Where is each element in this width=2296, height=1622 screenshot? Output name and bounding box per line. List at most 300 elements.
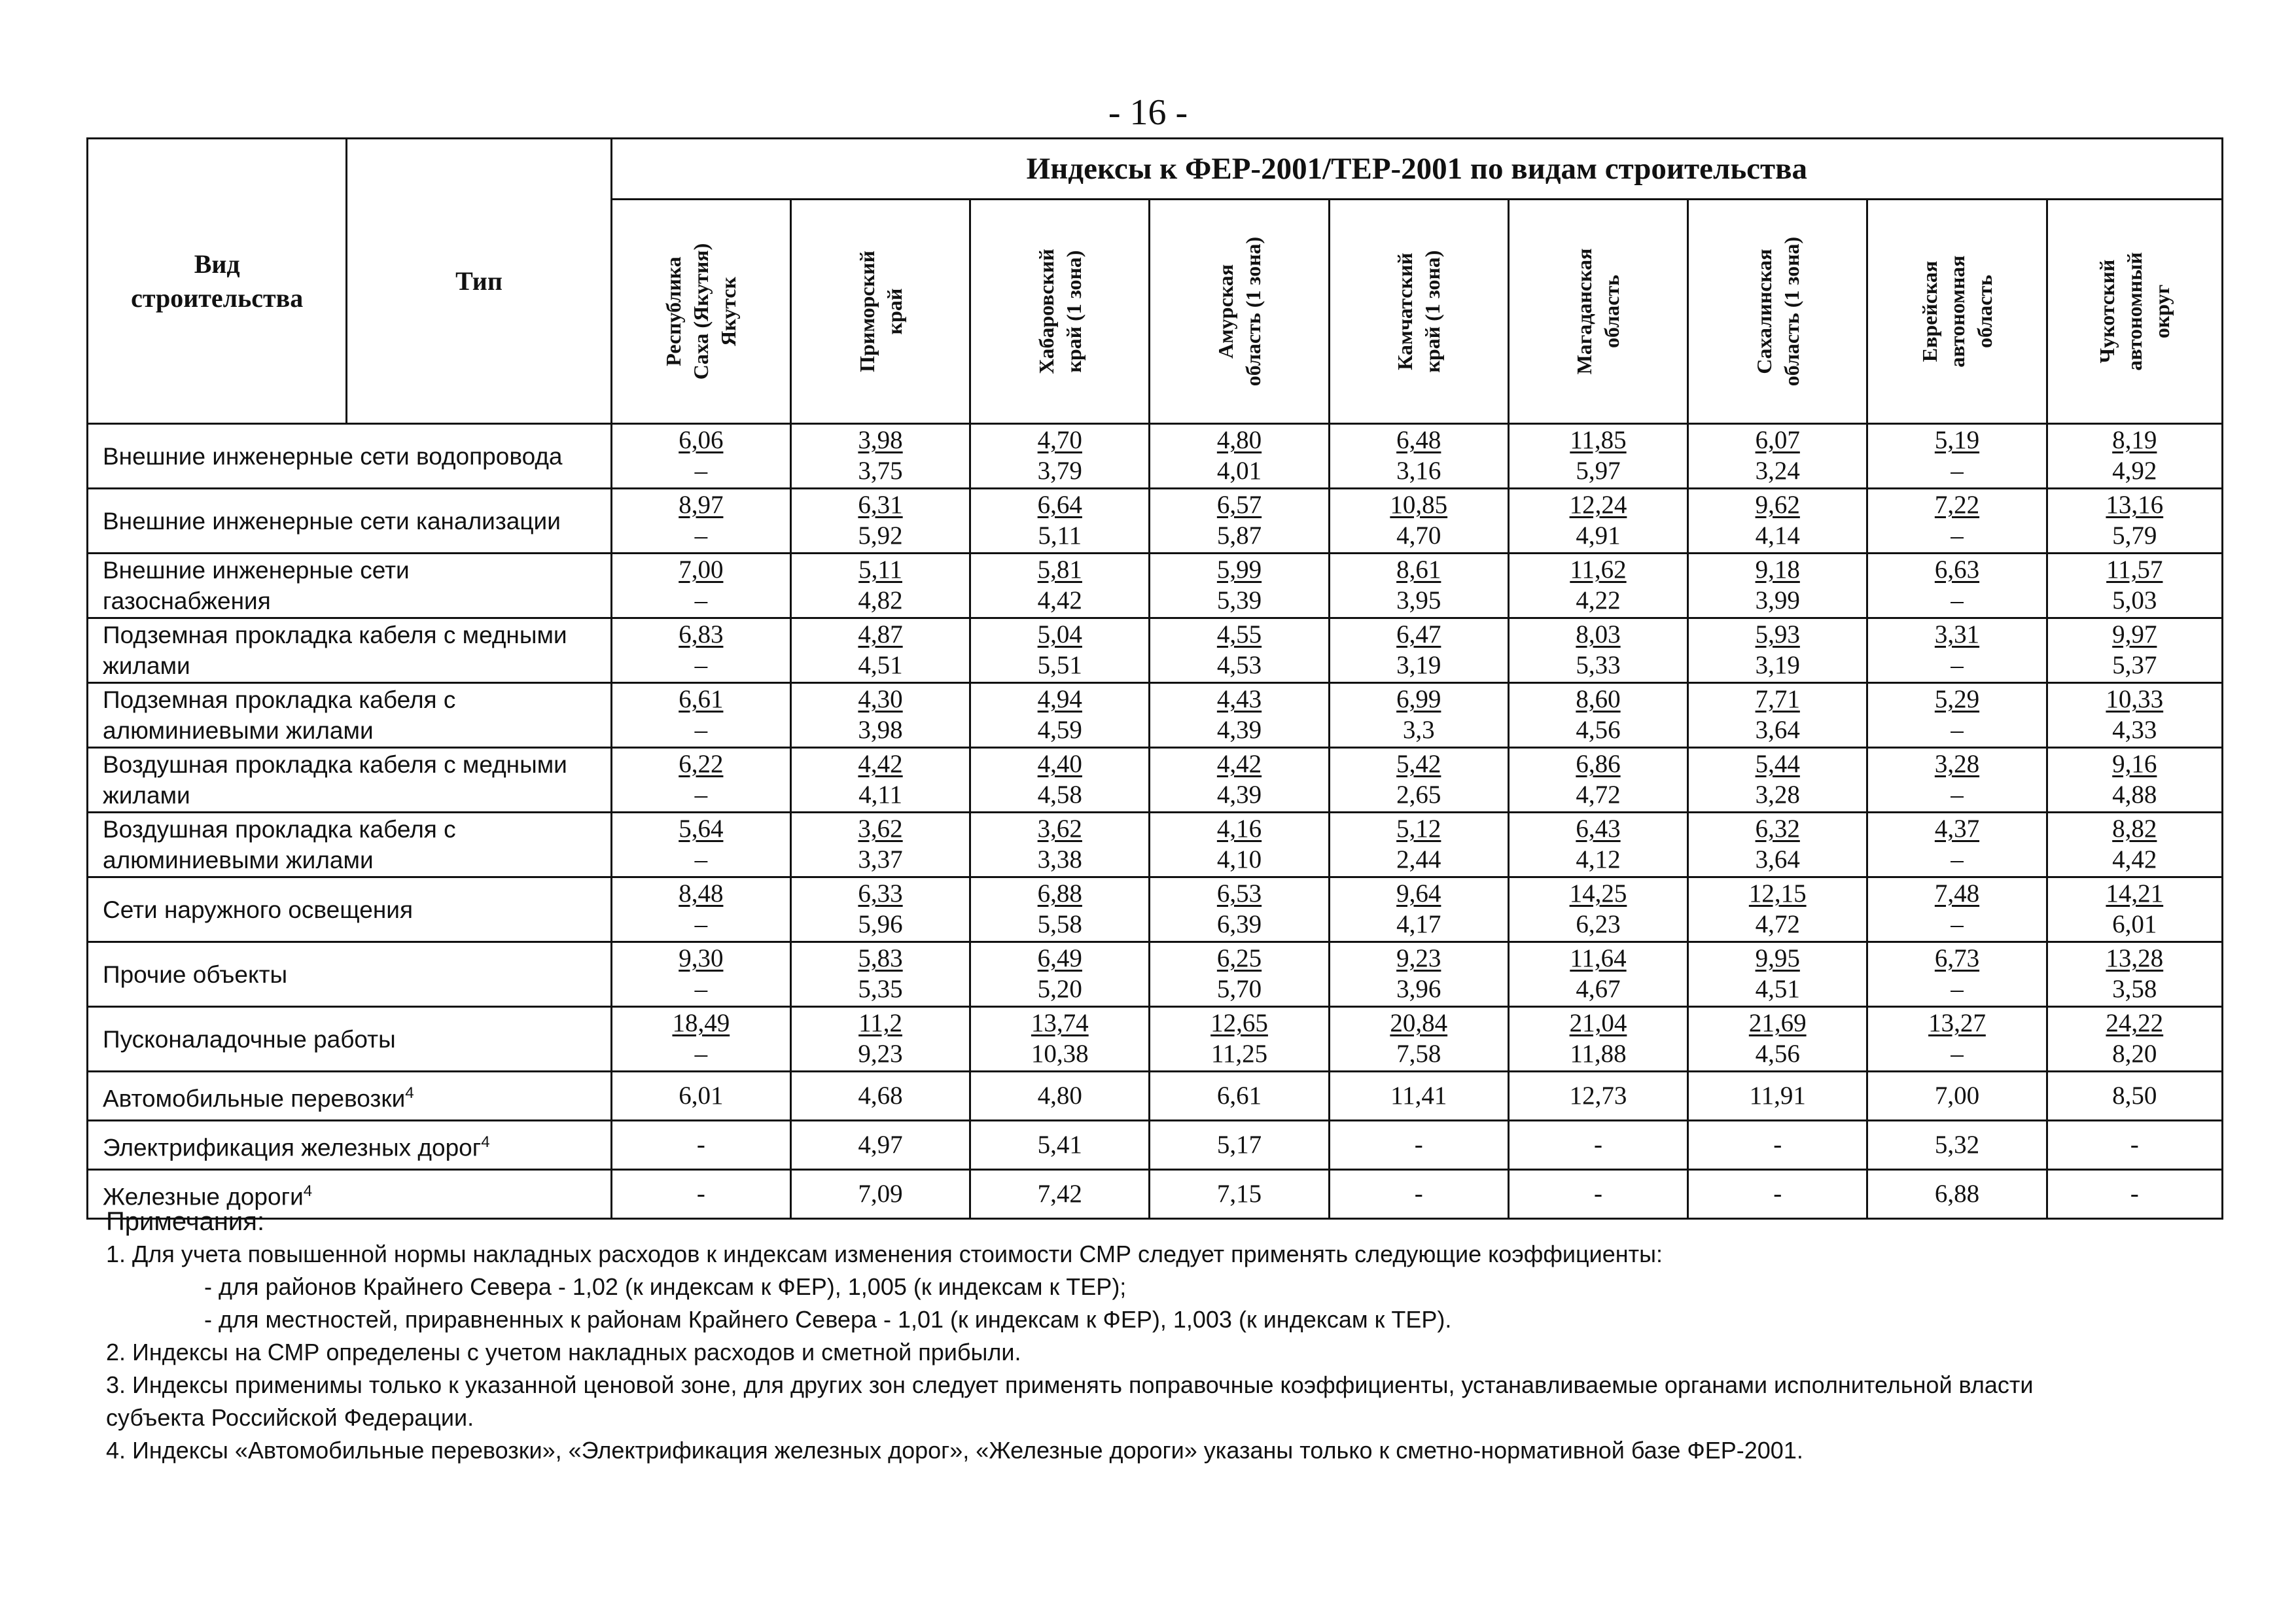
index-cell: - xyxy=(2047,1121,2222,1170)
ter-index: – xyxy=(1951,521,1964,550)
fer-index: 14,25 xyxy=(1569,879,1627,908)
row-label xyxy=(88,424,612,489)
index-cell xyxy=(611,877,790,942)
fer-index: 21,69 xyxy=(1748,1009,1807,1037)
ter-index: 4,58 xyxy=(1037,781,1082,809)
ter-index: 4,53 xyxy=(1216,651,1262,679)
table-row xyxy=(88,424,2223,489)
region-header-line: Еврейская xyxy=(1917,260,1941,362)
fer-index: 6,86 xyxy=(1576,750,1621,778)
index-cell: 5,17 xyxy=(1150,1121,1329,1170)
region-header-label xyxy=(1750,207,1805,416)
ter-index: 3,38 xyxy=(1037,845,1082,873)
ter-index: 2,65 xyxy=(1396,781,1441,809)
index-table xyxy=(86,137,2223,1220)
region-header-line: область (1 зона) xyxy=(1779,236,1803,387)
fer-index: 11,2 xyxy=(858,1009,902,1037)
region-header-6 xyxy=(1508,200,1687,424)
ter-index: 2,44 xyxy=(1396,845,1441,873)
row-label-line: Подземная прокладка кабеля с xyxy=(103,686,456,713)
index-cell xyxy=(970,683,1150,748)
row-label xyxy=(88,554,612,618)
index-cell: 5,32 xyxy=(1867,1121,2047,1170)
region-header-4 xyxy=(1150,200,1329,424)
index-cell xyxy=(1508,554,1687,618)
index-cell xyxy=(970,813,1150,877)
region-header-line: край xyxy=(882,288,906,335)
fer-index: 5,19 xyxy=(1934,426,1980,454)
index-cell: - xyxy=(1329,1170,1508,1219)
ter-index: 11,88 xyxy=(1570,1040,1627,1068)
fer-index: 6,63 xyxy=(1934,555,1980,584)
table-row xyxy=(88,877,2223,942)
ter-index: 5,97 xyxy=(1576,457,1621,485)
index-cell xyxy=(970,424,1150,489)
fer-index: 13,16 xyxy=(2106,491,2164,519)
index-cell xyxy=(2047,683,2222,748)
region-header-line: Магаданская xyxy=(1572,248,1597,375)
fer-index: 6,43 xyxy=(1576,815,1621,843)
ter-index: 4,17 xyxy=(1396,910,1441,938)
note-3-line1: 3. Индексы применимы только к указанной ценовой зоне, для других зон следует применять поправочные коэффициенты, устанавливаемые органами исполнительной власти xyxy=(106,1371,2034,1398)
index-cell xyxy=(1867,554,2047,618)
region-header-9 xyxy=(2047,200,2222,424)
fer-index: 6,06 xyxy=(679,426,724,454)
region-header-line: автономная xyxy=(1945,255,1969,368)
index-cell: - xyxy=(1508,1170,1687,1219)
index-cell xyxy=(1150,942,1329,1007)
index-cell: 7,09 xyxy=(790,1170,970,1219)
fer-index: 21,04 xyxy=(1569,1009,1627,1037)
ter-index: – xyxy=(694,781,708,809)
ter-index: – xyxy=(694,457,708,485)
index-cell xyxy=(1867,618,2047,683)
note-1: 1. Для учета повышенной нормы накладных расходов к индексам изменения стоимости СМР следует применять следующие коэффициенты: xyxy=(106,1241,1663,1267)
notes xyxy=(106,1205,2200,1467)
fer-index: 5,04 xyxy=(1037,620,1082,648)
ter-index: 5,11 xyxy=(1038,521,1082,550)
table-row xyxy=(88,683,2223,748)
fer-index: 5,42 xyxy=(1396,750,1441,778)
row-label-line: Внешние инженерные сети канализации xyxy=(103,507,561,535)
ter-index: 5,39 xyxy=(1216,586,1262,614)
ter-index: 6,23 xyxy=(1576,910,1621,938)
ter-index: 3,19 xyxy=(1396,651,1441,679)
index-cell xyxy=(1508,489,1687,554)
note-3-line2: субъекта Российской Федерации. xyxy=(106,1404,474,1431)
region-header-line: область xyxy=(1972,275,1996,348)
row-label xyxy=(88,1072,612,1121)
region-header-label xyxy=(660,207,742,416)
fer-index: 4,42 xyxy=(1216,750,1262,778)
fer-index: 5,11 xyxy=(858,555,902,584)
row-label xyxy=(88,618,612,683)
fer-index: 9,62 xyxy=(1755,491,1800,519)
fer-index: 4,16 xyxy=(1216,815,1262,843)
ter-index: 4,56 xyxy=(1576,716,1621,744)
fer-index: 6,47 xyxy=(1396,620,1441,648)
ter-index: 5,37 xyxy=(2112,651,2157,679)
index-cell: - xyxy=(1508,1121,1687,1170)
index-cell xyxy=(1508,877,1687,942)
row-label-line: жилами xyxy=(103,652,190,679)
row-label-text: Электрификация железных дорог xyxy=(103,1134,482,1161)
index-cell xyxy=(611,683,790,748)
ter-index: 3,75 xyxy=(858,457,903,485)
row-label xyxy=(88,1007,612,1072)
region-header-line: край (1 зона) xyxy=(1421,250,1445,373)
index-cell xyxy=(1150,618,1329,683)
index-cell xyxy=(2047,813,2222,877)
ter-index: 4,91 xyxy=(1576,521,1621,550)
region-header-line: автономный xyxy=(2123,252,2147,371)
region-header-line: округ xyxy=(2150,284,2174,339)
fer-index: 6,31 xyxy=(858,491,903,519)
index-cell xyxy=(1329,424,1508,489)
index-cell xyxy=(1508,618,1687,683)
index-cell xyxy=(2047,424,2222,489)
fer-index: 5,29 xyxy=(1934,685,1980,713)
ter-index: 4,56 xyxy=(1755,1040,1800,1068)
index-cell xyxy=(790,748,970,813)
fer-index: 10,33 xyxy=(2106,685,2164,713)
fer-index: 9,16 xyxy=(2112,750,2157,778)
ter-index: 4,88 xyxy=(2112,781,2157,809)
row-label-line: Сети наружного освещения xyxy=(103,896,413,923)
index-cell: - xyxy=(611,1121,790,1170)
index-cell xyxy=(2047,748,2222,813)
fer-index: 13,74 xyxy=(1031,1009,1089,1037)
fer-index: 8,19 xyxy=(2112,426,2157,454)
fer-index: 8,97 xyxy=(679,491,724,519)
index-cell xyxy=(1867,424,2047,489)
index-cell: - xyxy=(2047,1170,2222,1219)
table-row xyxy=(88,489,2223,554)
index-cell xyxy=(1329,683,1508,748)
ter-index: – xyxy=(1951,1040,1964,1068)
column-header-tip: Тип xyxy=(347,139,611,424)
ter-index: 4,39 xyxy=(1216,716,1262,744)
ter-index: 4,51 xyxy=(1755,975,1800,1003)
ter-index: 11,25 xyxy=(1210,1040,1268,1068)
region-header-2 xyxy=(790,200,970,424)
row-label-line: Подземная прокладка кабеля с медными xyxy=(103,622,567,648)
row-label xyxy=(88,489,612,554)
row-label-line: газоснабжения xyxy=(103,588,271,614)
fer-index: 18,49 xyxy=(672,1009,730,1037)
region-header-line: Хабаровский xyxy=(1034,249,1058,374)
column-header-vid-line2: строительства xyxy=(131,283,304,313)
column-header-vid-line1: Вид xyxy=(194,249,240,279)
index-cell xyxy=(970,942,1150,1007)
fer-index: 4,80 xyxy=(1216,426,1262,454)
index-cell xyxy=(1688,942,1867,1007)
region-header-label xyxy=(853,207,908,416)
index-cell: 4,80 xyxy=(970,1072,1150,1121)
index-cell xyxy=(1867,1007,2047,1072)
index-cell xyxy=(1508,813,1687,877)
row-label-line: Воздушная прокладка кабеля с медными xyxy=(103,751,567,778)
ter-index: 4,72 xyxy=(1755,910,1800,938)
index-cell xyxy=(1867,877,2047,942)
ter-index: 6,01 xyxy=(2112,910,2157,938)
fer-index: 7,00 xyxy=(679,555,724,584)
index-cell xyxy=(970,877,1150,942)
ter-index: 9,23 xyxy=(858,1040,903,1068)
row-label-text: Железные дороги xyxy=(103,1183,304,1210)
ter-index: 10,38 xyxy=(1031,1040,1089,1068)
fer-index: 5,64 xyxy=(679,815,724,843)
index-cell xyxy=(1688,683,1867,748)
ter-index: 4,82 xyxy=(858,586,903,614)
index-cell xyxy=(790,554,970,618)
ter-index: 4,67 xyxy=(1576,975,1621,1003)
index-cell xyxy=(1508,424,1687,489)
fer-index: 11,64 xyxy=(1570,944,1627,972)
region-header-line: Амурская xyxy=(1214,264,1238,359)
fer-index: 3,62 xyxy=(1037,815,1082,843)
ter-index: – xyxy=(1951,845,1964,873)
ter-index: – xyxy=(1951,586,1964,614)
ter-index: 5,92 xyxy=(858,521,903,550)
note-1b: - для местностей, приравненных к районам Крайнего Севера - 1,01 (к индексам к ФЕР), 1,003 (к индексам к ТЕР). xyxy=(204,1306,1452,1333)
row-label xyxy=(88,1121,612,1170)
footnote-ref: 4 xyxy=(303,1182,313,1201)
index-cell xyxy=(790,618,970,683)
ter-index: 4,01 xyxy=(1216,457,1262,485)
index-cell: 6,88 xyxy=(1867,1170,2047,1219)
table-row xyxy=(88,813,2223,877)
ter-index: 4,11 xyxy=(858,781,902,809)
row-label-line: алюминиевыми жилами xyxy=(103,847,374,873)
index-cell xyxy=(1688,1007,1867,1072)
note-4: 4. Индексы «Автомобильные перевозки», «Электрификация железных дорог», «Железные дороги» указаны только к сметно-нормативной базе ФЕР-2001. xyxy=(106,1437,1803,1464)
index-cell xyxy=(611,489,790,554)
fer-index: 12,65 xyxy=(1210,1009,1268,1037)
fer-index: 6,07 xyxy=(1755,426,1800,454)
region-header-line: Республика xyxy=(662,256,686,366)
fer-index: 6,25 xyxy=(1216,944,1262,972)
ter-index: 3,95 xyxy=(1396,586,1441,614)
index-cell xyxy=(1688,489,1867,554)
index-cell: 4,97 xyxy=(790,1121,970,1170)
index-cell xyxy=(1329,748,1508,813)
ter-index: 4,92 xyxy=(2112,457,2157,485)
index-cell xyxy=(1688,877,1867,942)
row-label xyxy=(88,813,612,877)
ter-index: 4,51 xyxy=(858,651,903,679)
fer-index: 5,44 xyxy=(1755,750,1800,778)
region-header-line: Саха (Якутия) xyxy=(689,243,713,380)
ter-index: 5,70 xyxy=(1216,975,1262,1003)
fer-index: 3,28 xyxy=(1934,750,1980,778)
fer-index: 9,95 xyxy=(1755,944,1800,972)
fer-index: 9,30 xyxy=(679,944,724,972)
ter-index: 3,96 xyxy=(1396,975,1441,1003)
index-cell xyxy=(970,618,1150,683)
ter-index: 3,98 xyxy=(858,716,903,744)
ter-index: – xyxy=(1951,781,1964,809)
index-cell xyxy=(1329,1007,1508,1072)
fer-index: 6,53 xyxy=(1216,879,1262,908)
fer-index: 6,88 xyxy=(1037,879,1082,908)
region-header-3 xyxy=(970,200,1150,424)
index-cell xyxy=(1688,554,1867,618)
index-cell xyxy=(611,618,790,683)
fer-index: 7,71 xyxy=(1755,685,1800,713)
region-header-line: Сахалинская xyxy=(1752,249,1776,374)
index-cell xyxy=(1150,813,1329,877)
index-cell: - xyxy=(611,1170,790,1219)
index-cell: 11,91 xyxy=(1688,1072,1867,1121)
index-cell: 7,15 xyxy=(1150,1170,1329,1219)
ter-index: 4,39 xyxy=(1216,781,1262,809)
ter-index: 3,24 xyxy=(1755,457,1800,485)
fer-index: 3,31 xyxy=(1934,620,1980,648)
index-cell xyxy=(2047,489,2222,554)
index-cell xyxy=(1329,554,1508,618)
index-cell: 6,01 xyxy=(611,1072,790,1121)
ter-index: 5,58 xyxy=(1037,910,1082,938)
row-label-line: Прочие объекты xyxy=(103,961,288,988)
index-cell xyxy=(1867,489,2047,554)
index-cell xyxy=(970,1007,1150,1072)
index-cell xyxy=(1150,554,1329,618)
index-cell xyxy=(970,489,1150,554)
index-cell: 7,00 xyxy=(1867,1072,2047,1121)
index-cell xyxy=(790,877,970,942)
ter-index: 3,64 xyxy=(1755,716,1800,744)
row-label-line: Внешние инженерные сети xyxy=(103,557,410,584)
index-cell xyxy=(1329,813,1508,877)
index-cell xyxy=(1150,683,1329,748)
row-label xyxy=(88,942,612,1007)
ter-index: 4,42 xyxy=(2112,845,2157,873)
fer-index: 9,18 xyxy=(1755,555,1800,584)
fer-index: 11,85 xyxy=(1570,426,1627,454)
fer-index: 3,62 xyxy=(858,815,903,843)
index-cell xyxy=(1867,748,2047,813)
row-label-line: Пусконаладочные работы xyxy=(103,1025,396,1053)
fer-index: 8,03 xyxy=(1576,620,1621,648)
index-cell xyxy=(2047,554,2222,618)
index-cell: 8,50 xyxy=(2047,1072,2222,1121)
fer-index: 8,48 xyxy=(679,879,724,908)
ter-index: – xyxy=(1951,910,1964,938)
ter-index: 4,42 xyxy=(1037,586,1082,614)
ter-index: 3,19 xyxy=(1755,651,1800,679)
ter-index: 5,87 xyxy=(1216,521,1262,550)
ter-index: 8,20 xyxy=(2112,1040,2157,1068)
index-cell xyxy=(1329,942,1508,1007)
table-title: Индексы к ФЕР-2001/ТЕР-2001 по видам строительства xyxy=(611,139,2222,200)
ter-index: 4,10 xyxy=(1216,845,1262,873)
index-cell xyxy=(2047,1007,2222,1072)
fer-index: 9,97 xyxy=(2112,620,2157,648)
ter-index: 3,58 xyxy=(2112,975,2157,1003)
fer-index: 6,32 xyxy=(1755,815,1800,843)
fer-index: 7,22 xyxy=(1934,491,1980,519)
region-header-label xyxy=(1391,207,1446,416)
fer-index: 7,48 xyxy=(1934,879,1980,908)
fer-index: 9,23 xyxy=(1396,944,1441,972)
region-header-line: край (1 зона) xyxy=(1061,250,1086,373)
fer-index: 3,98 xyxy=(858,426,903,454)
index-cell xyxy=(2047,618,2222,683)
fer-index: 4,37 xyxy=(1934,815,1980,843)
index-cell: - xyxy=(1688,1121,1867,1170)
index-cell xyxy=(1150,877,1329,942)
table-row xyxy=(88,1007,2223,1072)
index-cell xyxy=(2047,942,2222,1007)
ter-index: – xyxy=(1951,716,1964,744)
fer-index: 4,94 xyxy=(1037,685,1082,713)
fer-index: 5,12 xyxy=(1396,815,1441,843)
index-cell xyxy=(1688,618,1867,683)
fer-index: 13,28 xyxy=(2106,944,2164,972)
fer-index: 12,24 xyxy=(1569,491,1627,519)
fer-index: 4,40 xyxy=(1037,750,1082,778)
region-header-7 xyxy=(1688,200,1867,424)
index-cell xyxy=(1508,683,1687,748)
index-cell xyxy=(790,424,970,489)
note-2: 2. Индексы на СМР определены с учетом накладных расходов и сметной прибыли. xyxy=(106,1339,1021,1366)
region-header-1 xyxy=(611,200,790,424)
table-row xyxy=(88,1121,2223,1170)
index-cell xyxy=(1688,748,1867,813)
index-cell xyxy=(790,683,970,748)
ter-index: 5,51 xyxy=(1037,651,1082,679)
region-header-label xyxy=(1570,207,1625,416)
region-header-line: Якутск xyxy=(716,277,741,346)
fer-index: 6,48 xyxy=(1396,426,1441,454)
index-cell xyxy=(1688,813,1867,877)
ter-index: 5,35 xyxy=(858,975,903,1003)
row-label-text: Автомобильные перевозки xyxy=(103,1085,406,1112)
index-cell: - xyxy=(1329,1121,1508,1170)
table-row xyxy=(88,748,2223,813)
fer-index: 13,27 xyxy=(1928,1009,1986,1037)
fer-index: 5,93 xyxy=(1755,620,1800,648)
index-cell: 5,41 xyxy=(970,1121,1150,1170)
ter-index: 4,14 xyxy=(1755,521,1800,550)
index-cell xyxy=(1150,424,1329,489)
index-cell xyxy=(1867,683,2047,748)
index-cell xyxy=(970,554,1150,618)
ter-index: – xyxy=(694,651,708,679)
index-cell: 12,73 xyxy=(1508,1072,1687,1121)
ter-index: 4,72 xyxy=(1576,781,1621,809)
fer-index: 9,64 xyxy=(1396,879,1441,908)
region-header-line: Приморский xyxy=(855,251,879,372)
fer-index: 11,57 xyxy=(2106,555,2163,584)
table-row xyxy=(88,942,2223,1007)
ter-index: 3,28 xyxy=(1755,781,1800,809)
page-number: - 16 - xyxy=(1108,92,1188,133)
fer-index: 24,22 xyxy=(2106,1009,2164,1037)
footnote-ref: 4 xyxy=(405,1084,414,1102)
ter-index: 4,70 xyxy=(1396,521,1441,550)
fer-index: 6,83 xyxy=(679,620,724,648)
fer-index: 6,57 xyxy=(1216,491,1262,519)
index-cell xyxy=(611,424,790,489)
ter-index: 6,39 xyxy=(1216,910,1262,938)
region-header-label xyxy=(1916,207,1998,416)
ter-index: – xyxy=(694,586,708,614)
region-header-8 xyxy=(1867,200,2047,424)
index-cell: 11,41 xyxy=(1329,1072,1508,1121)
index-cell xyxy=(1150,748,1329,813)
